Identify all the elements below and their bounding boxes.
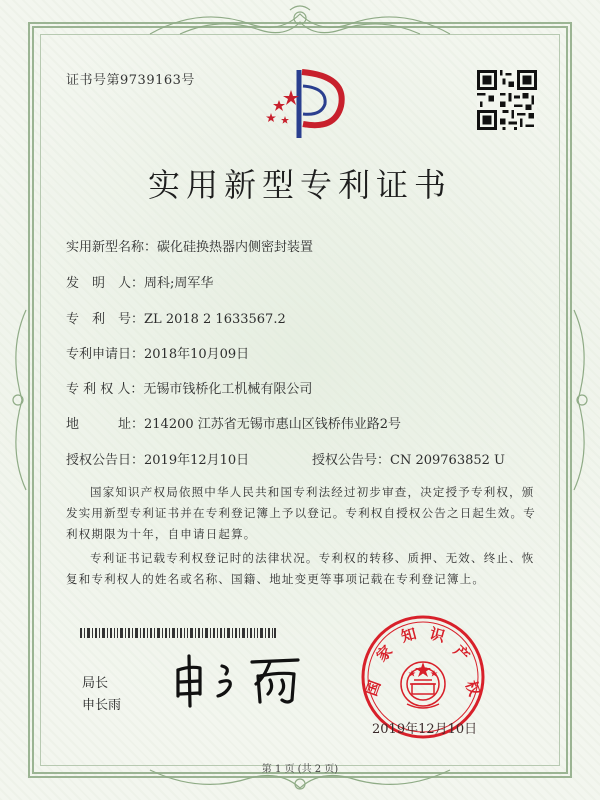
field-label: 专 利 号： [66,312,145,327]
field-value: 碳化硅换热器内侧密封装置 [157,240,314,255]
field-label: 授权公告日： [66,453,145,468]
field-utility-model-name [66,236,313,255]
svg-text:产: 产 [449,641,474,666]
field-label: 发 明 人： [66,276,145,291]
field-value: ZL 2018 2 1633567.2 [144,312,286,327]
seal-date: 2019年12月10日 [372,722,478,737]
director-signature [170,648,310,708]
field-inventor [66,272,213,291]
grant-statement-paragraph: 国家知识产权局依照中华人民共和国专利法经过初步审查，决定授予专利权，颁发实用新型专利证书并在专利登记簿上予以登记。专利权自授权公告之日起生效。专利权期限为十年，自申请日起算。 [66,485,536,541]
field-value: 2019年12月10日 [144,453,250,468]
top-ornament [140,4,460,40]
field-label: 地 址： [66,417,145,432]
field-filing-date [66,343,249,362]
field-label: 专 利 权 人： [66,382,144,397]
field-grant-announcement-number [312,449,505,468]
legal-status-paragraph: 专利证书记载专利权登记时的法律状况。专利权的转移、质押、无效、终止、恢复和专利权人的姓名或名称、国籍、地址变更等事项记载在专利登记簿上。 [66,551,535,586]
barcode [80,628,276,638]
field-value: CN 209763852 U [390,453,505,468]
svg-text:家: 家 [372,641,397,666]
field-value: 214200 江苏省无锡市惠山区钱桥伟业路2号 [144,417,402,432]
svg-text:权: 权 [461,678,484,699]
director-title: 局长 [82,676,109,691]
field-patent-number [66,308,286,327]
field-label: 专利申请日： [66,347,145,362]
svg-text:知: 知 [399,624,419,646]
qr-code [477,70,537,130]
right-ornament [568,300,596,500]
field-label: 授权公告号： [312,453,391,468]
patent-office-logo [255,68,350,148]
field-grant-announcement-date [66,449,249,468]
field-address [66,413,401,432]
certificate-number: 证书号第9739163号 [66,73,195,88]
field-value: 无锡市钱桥化工机械有限公司 [143,382,313,397]
certificate-title: 实用新型专利证书 [147,166,452,204]
svg-text:识: 识 [427,624,447,646]
field-patentee [66,378,312,397]
field-label: 实用新型名称： [66,240,158,255]
field-value: 周科;周军华 [144,276,214,291]
left-ornament [4,300,32,500]
svg-text:国: 国 [362,678,385,699]
page-number: 第 1 页 (共 2 页) [261,764,339,775]
director-name: 申长雨 [82,698,122,713]
field-value: 2018年10月09日 [144,347,250,362]
